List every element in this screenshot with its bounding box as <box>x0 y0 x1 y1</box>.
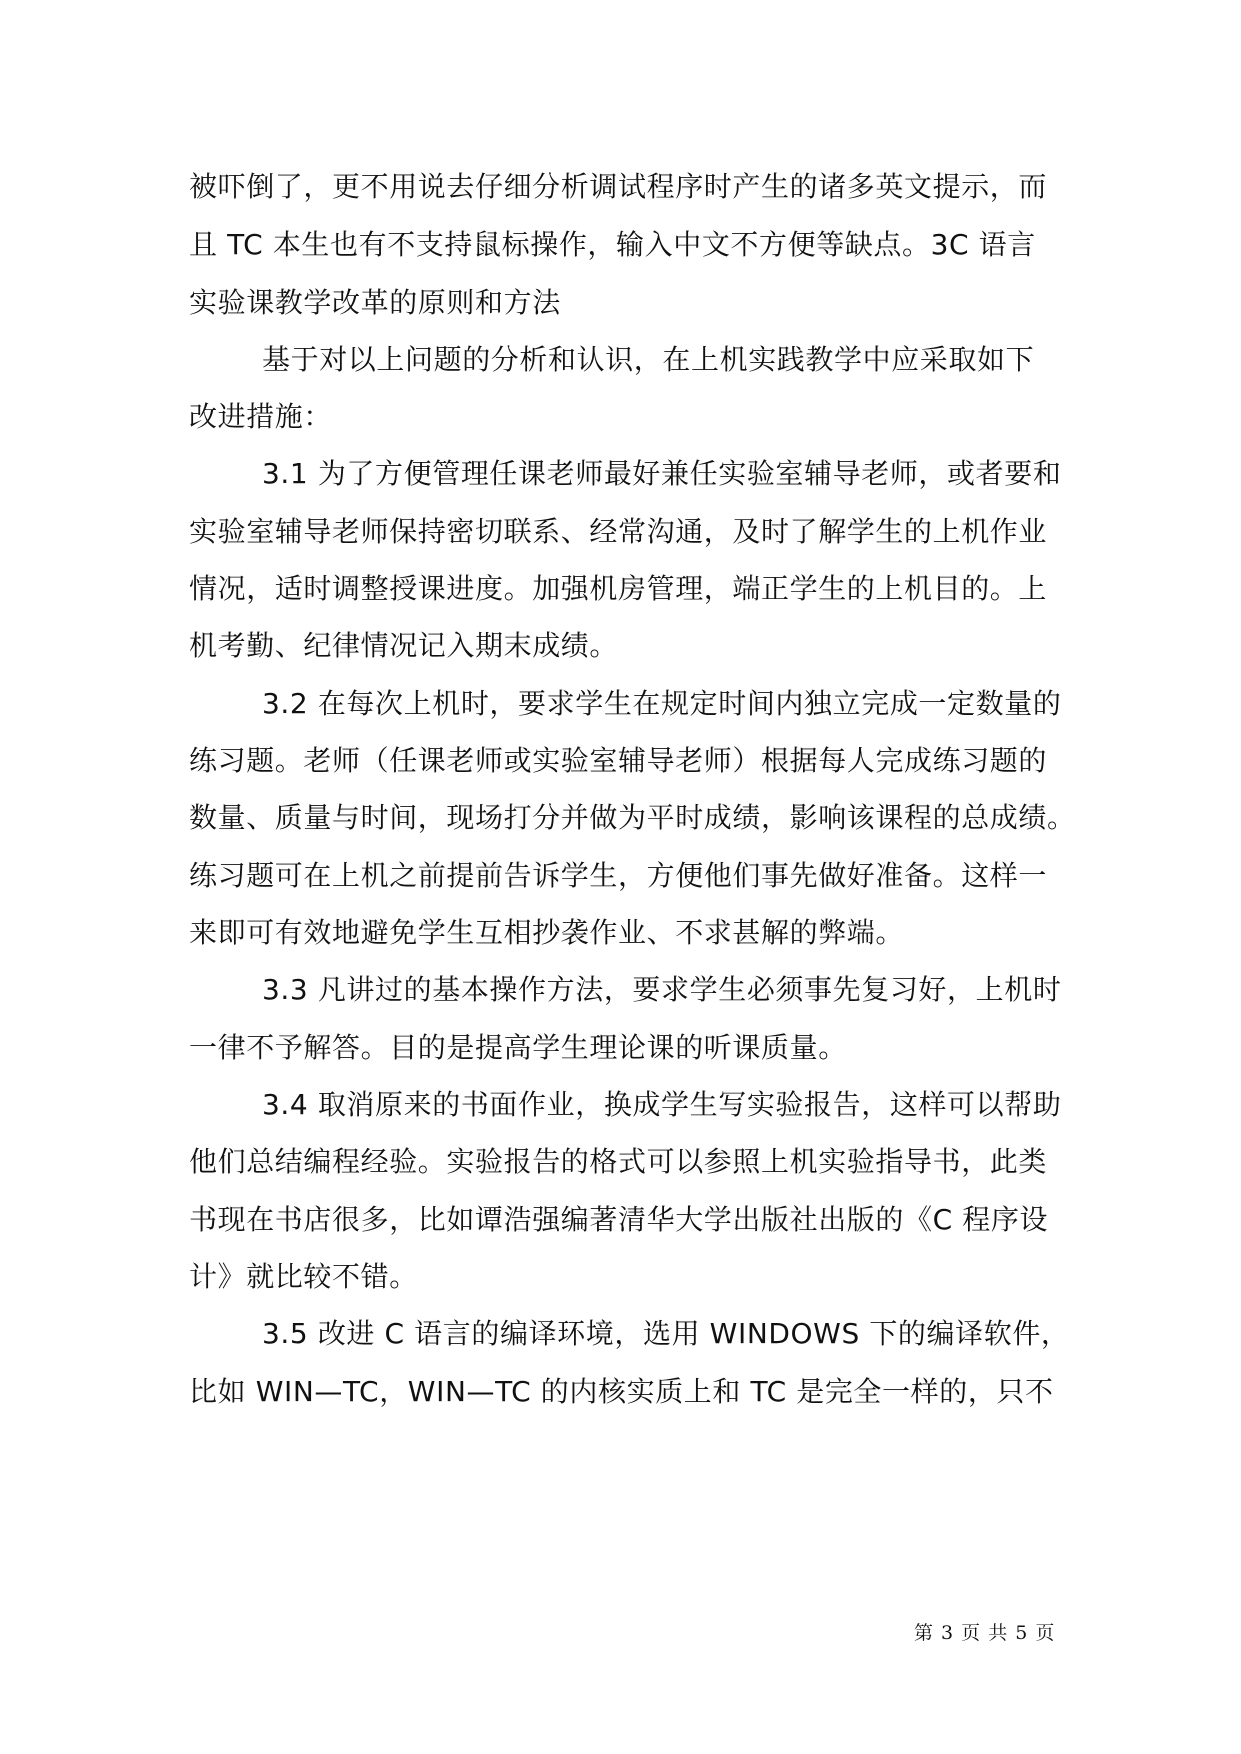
text-line: 实验课教学改革的原则和方法 <box>189 286 561 319</box>
paragraph-3-5-start: 3.5 改进 C 语言的编译环境，选用 WINDOWS 下的编译软件， <box>262 1317 1070 1350</box>
text-line: 被吓倒了，更不用说去仔细分析调试程序时产生的诸多英文提示，而 <box>189 170 1048 203</box>
text-line: 数量、质量与时间，现场打分并做为平时成绩，影响该课程的总成绩。 <box>189 801 1076 834</box>
text-line: 且 TC 本生也有不支持鼠标操作，输入中文不方便等缺点。3C 语言 <box>189 228 1036 261</box>
paragraph-3-4-start: 3.4 取消原来的书面作业，换成学生写实验报告，这样可以帮助 <box>262 1088 1062 1121</box>
text-line: 改进措施： <box>189 400 333 433</box>
paragraph-3-3-start: 3.3 凡讲过的基本操作方法，要求学生必须事先复习好，上机时 <box>262 973 1062 1006</box>
page-number-footer: 第 3 页 共 5 页 <box>914 1622 1056 1644</box>
text-line: 练习题可在上机之前提前告诉学生，方便他们事先做好准备。这样一 <box>189 859 1048 892</box>
text-line: 情况，适时调整授课进度。加强机房管理，端正学生的上机目的。上 <box>189 572 1048 605</box>
text-line: 他们总结编程经验。实验报告的格式可以参照上机实验指导书，此类 <box>189 1145 1048 1178</box>
paragraph-3-2-start: 3.2 在每次上机时，要求学生在规定时间内独立完成一定数量的 <box>262 687 1062 720</box>
paragraph-start: 基于对以上问题的分析和认识，在上机实践教学中应采取如下 <box>262 343 1035 376</box>
text-line: 练习题。老师（任课老师或实验室辅导老师）根据每人完成练习题的 <box>189 744 1048 777</box>
text-line: 来即可有效地避免学生互相抄袭作业、不求甚解的弊端。 <box>189 916 905 949</box>
text-line: 一律不予解答。目的是提高学生理论课的听课质量。 <box>189 1031 847 1064</box>
text-line: 比如 WIN—TC，WIN—TC 的内核实质上和 TC 是完全一样的，只不 <box>189 1375 1054 1408</box>
text-line: 计》就比较不错。 <box>189 1260 418 1293</box>
text-line: 机考勤、纪律情况记入期末成绩。 <box>189 629 619 662</box>
paragraph-3-1-start: 3.1 为了方便管理任课老师最好兼任实验室辅导老师，或者要和 <box>262 457 1062 490</box>
text-line: 书现在书店很多，比如谭浩强编著清华大学出版社出版的《C 程序设 <box>189 1203 1049 1236</box>
text-line: 实验室辅导老师保持密切联系、经常沟通，及时了解学生的上机作业 <box>189 515 1048 548</box>
